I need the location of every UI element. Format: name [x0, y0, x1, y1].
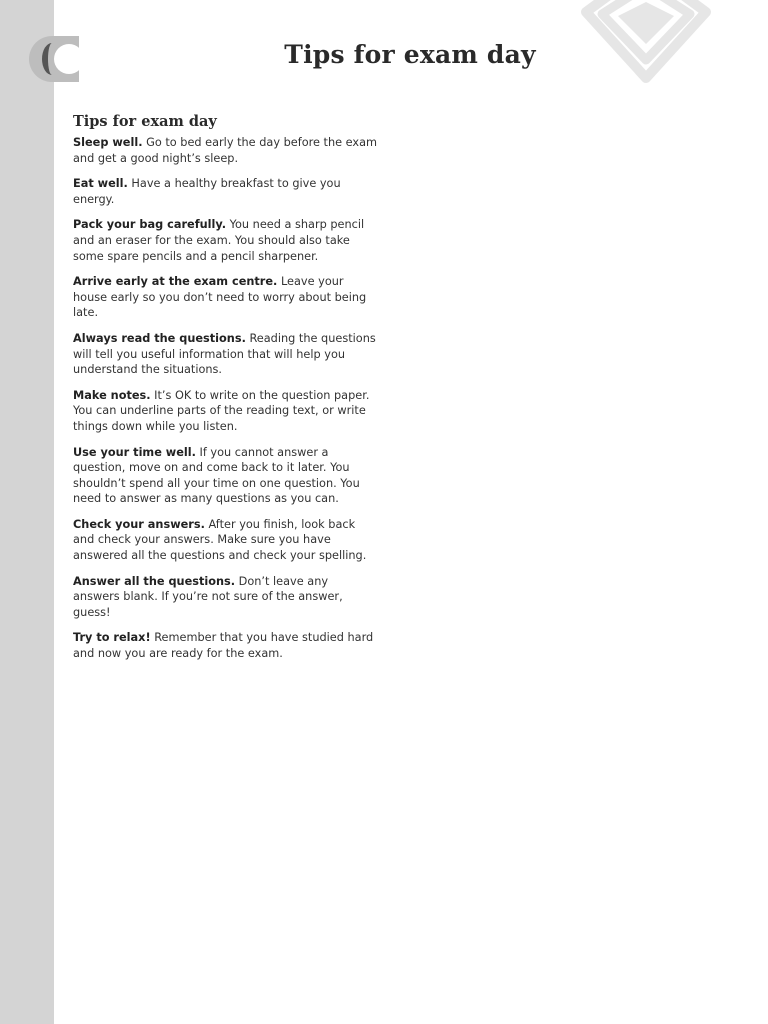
tip-lead: Try to relax! — [73, 631, 151, 645]
tip-lead: Eat well. — [73, 177, 128, 191]
tip-lead: Pack your bag carefully. — [73, 218, 227, 232]
tip-text: Have a healthy breakfast to give you energy. — [73, 177, 341, 206]
tip-item — [73, 135, 378, 166]
tip-lead: Answer all the questions. — [73, 574, 236, 588]
tip-lead: Sleep well. — [73, 136, 143, 149]
tip-lead: Always read the questions. — [73, 331, 246, 345]
tip-text: Don’t leave any answers blank. If you’re not sure of the answer, guess! — [73, 574, 343, 619]
tip-item — [73, 217, 378, 264]
tips-section — [73, 113, 378, 672]
tip-item — [73, 630, 378, 661]
tip-item — [73, 445, 378, 507]
side-margin-bar — [0, 0, 54, 1024]
tip-lead: Use your time well. — [73, 445, 196, 459]
tip-text: Go to bed early the day before the exam and get a good night’s sleep. — [73, 136, 378, 165]
tip-item — [73, 388, 378, 435]
tip-text: It’s OK to write on the question paper. You can underline parts of the reading text, or write things down while you listen. — [73, 388, 370, 433]
tip-item — [73, 331, 378, 378]
tip-text: You need a sharp pencil and an eraser for the exam. You should also take some spare pencils and a pencil sharpener. — [73, 218, 365, 263]
tip-text: After you finish, look back and check your answers. Make sure you have answered all the questions and check your spelling. — [73, 517, 367, 563]
tip-text: If you cannot answer a question, move on and come back to it later. You shouldn’t spend all your time on one question. You need to answer as many questions as you can. — [73, 445, 360, 506]
tip-lead: Check your answers. — [73, 517, 205, 531]
tip-text: Leave your house early so you don’t need to worry about being late. — [73, 275, 367, 320]
tip-item — [73, 274, 378, 321]
tip-lead: Make notes. — [73, 388, 151, 402]
tip-text: Reading the questions will tell you useful information that will help you understand the situations. — [73, 331, 376, 377]
section-heading: Tips for exam day — [73, 113, 217, 130]
tip-item — [73, 517, 378, 564]
tip-text: Remember that you have studied hard and now you are ready for the exam. — [73, 631, 374, 661]
tip-item — [73, 574, 378, 621]
tip-lead: Arrive early at the exam centre. — [73, 275, 278, 289]
page-title: Tips for exam day — [284, 40, 536, 69]
tip-item — [73, 176, 378, 207]
